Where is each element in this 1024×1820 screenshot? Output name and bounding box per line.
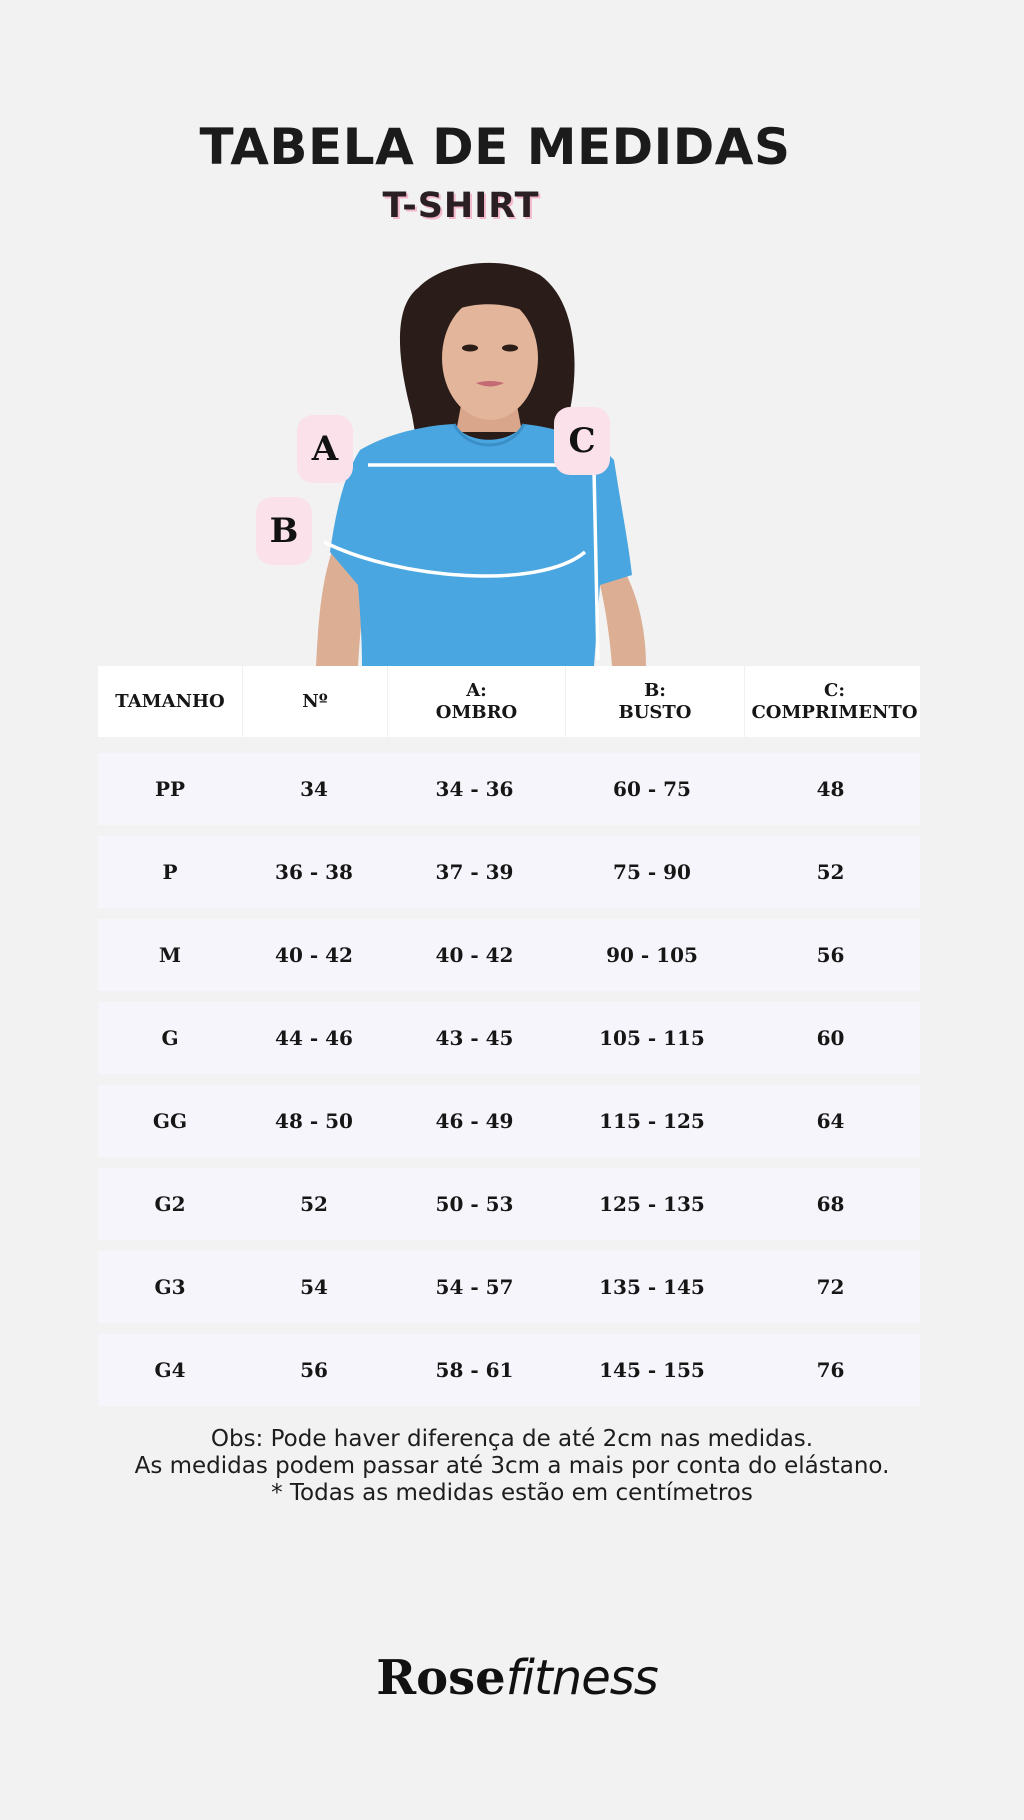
cell-number: 36 - 38 (275, 860, 353, 884)
header-number (243, 666, 388, 737)
tag-c: C (554, 407, 610, 475)
cell-size: G3 (154, 1275, 186, 1299)
page-subtitle: T-SHIRT (382, 186, 540, 226)
cell-shoulder: 50 - 53 (435, 1192, 514, 1216)
note-line-2: As medidas podem passar até 3cm a mais por conta do elástano. (134, 1453, 890, 1479)
cell-number: 56 (300, 1358, 328, 1382)
cell-number: 34 (300, 777, 328, 801)
cell-length: 52 (816, 860, 845, 884)
brand-name-italic: fitness (505, 1650, 658, 1706)
table-row (98, 1002, 920, 1074)
cell-bust: 75 - 90 (613, 860, 691, 884)
cell-number: 54 (300, 1275, 328, 1299)
cell-length: 68 (816, 1192, 845, 1216)
page-title: TABELA DE MEDIDAS (199, 118, 791, 176)
note-line-3: * Todas as medidas estão em centímetros (271, 1480, 753, 1506)
header-length-label: COMPRIMENTO (751, 701, 918, 723)
table-row (98, 1251, 920, 1323)
cell-length: 60 (816, 1026, 845, 1050)
cell-number: 52 (300, 1192, 328, 1216)
cell-size: G2 (154, 1192, 186, 1216)
cell-shoulder: 37 - 39 (435, 860, 514, 884)
cell-shoulder: 58 - 61 (435, 1358, 514, 1382)
header-size-label: TAMANHO (115, 690, 225, 712)
table-row (98, 1168, 920, 1240)
table-row (98, 836, 920, 908)
brand-name-bold: Rose (376, 1650, 506, 1706)
cell-size: G (161, 1026, 179, 1050)
cell-number: 44 - 46 (275, 1026, 353, 1050)
header-number-label: Nº (302, 690, 328, 712)
cell-bust: 135 - 145 (599, 1275, 705, 1299)
table-row (98, 1334, 920, 1406)
header-shoulder-key: A: (466, 679, 487, 701)
cell-size: G4 (154, 1358, 186, 1382)
cell-length: 76 (816, 1358, 845, 1382)
header-bust (566, 666, 745, 737)
cell-shoulder: 34 - 36 (435, 777, 514, 801)
cell-length: 72 (816, 1275, 845, 1299)
header-bust-label: BUSTO (618, 701, 692, 723)
header-size (98, 666, 243, 737)
notes (0, 1426, 1024, 1507)
cell-length: 64 (816, 1109, 845, 1133)
brand-logo (0, 1650, 1024, 1706)
model-figure (240, 240, 700, 666)
header-length-key: C: (824, 679, 845, 701)
cell-size: P (162, 860, 178, 884)
cell-bust: 145 - 155 (599, 1358, 705, 1382)
header-length (745, 666, 924, 737)
header-bust-key: B: (644, 679, 666, 701)
size-table (98, 666, 920, 1417)
cell-shoulder: 40 - 42 (435, 943, 514, 967)
header-shoulder (388, 666, 566, 737)
cell-size: GG (152, 1109, 188, 1133)
tag-b: B (256, 497, 312, 565)
cell-length: 48 (816, 777, 845, 801)
table-row (98, 753, 920, 825)
cell-bust: 105 - 115 (599, 1026, 705, 1050)
tag-a: A (297, 415, 353, 483)
cell-bust: 60 - 75 (613, 777, 691, 801)
table-header (98, 666, 920, 737)
header-shoulder-label: OMBRO (435, 701, 518, 723)
table-row (98, 1085, 920, 1157)
cell-number: 48 - 50 (275, 1109, 353, 1133)
table-row (98, 919, 920, 991)
cell-bust: 90 - 105 (606, 943, 698, 967)
cell-length: 56 (816, 943, 845, 967)
cell-bust: 125 - 135 (599, 1192, 705, 1216)
cell-size: M (158, 943, 182, 967)
note-line-1: Obs: Pode haver diferença de até 2cm nas medidas. (210, 1426, 814, 1452)
cell-size: PP (154, 777, 186, 801)
cell-bust: 115 - 125 (599, 1109, 705, 1133)
cell-shoulder: 43 - 45 (435, 1026, 514, 1050)
cell-shoulder: 46 - 49 (435, 1109, 514, 1133)
cell-number: 40 - 42 (275, 943, 353, 967)
cell-shoulder: 54 - 57 (435, 1275, 514, 1299)
